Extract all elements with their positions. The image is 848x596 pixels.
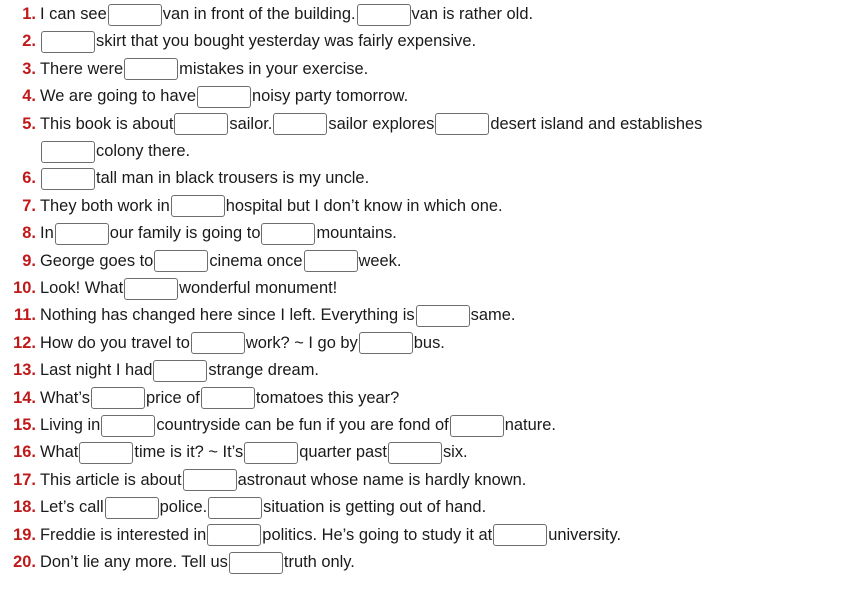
- answer-blank[interactable]: [154, 250, 208, 272]
- item-number: 7.: [22, 196, 36, 215]
- answer-blank[interactable]: [101, 415, 155, 437]
- sentence-text: quarter past: [299, 443, 387, 462]
- sentence-text: George goes to: [40, 251, 154, 270]
- sentence-text: Look! What: [40, 279, 124, 297]
- sentence-text: Last night I had: [40, 361, 153, 380]
- sentence-text: colony there.: [96, 142, 191, 160]
- item-number: 9.: [22, 251, 36, 270]
- item-number: 3.: [22, 59, 36, 78]
- sentence-text: Freddie is interested in: [40, 525, 207, 544]
- exercise-line: [0, 494, 848, 521]
- answer-blank[interactable]: [191, 332, 245, 354]
- answer-blank[interactable]: [171, 195, 225, 217]
- exercise-line: [0, 302, 848, 329]
- sentence-text: There were: [40, 59, 124, 78]
- sentence-text: van is rather old.: [411, 5, 534, 23]
- answer-blank[interactable]: [91, 387, 145, 409]
- item-number: 13.: [13, 361, 36, 380]
- sentence-text: tomatoes this year?: [255, 388, 400, 407]
- sentence-text: nature.: [504, 416, 556, 434]
- answer-blank[interactable]: [183, 469, 237, 491]
- sentence-text: I can see: [40, 5, 107, 23]
- answer-blank[interactable]: [388, 442, 442, 464]
- answer-blank[interactable]: [55, 223, 109, 245]
- sentence-text: truth only.: [283, 553, 355, 571]
- item-number: 10.: [13, 279, 36, 297]
- answer-blank[interactable]: [197, 86, 251, 108]
- sentence-text: tall man in black trousers is my uncle.: [96, 169, 370, 188]
- item-number: 4.: [22, 87, 36, 106]
- exercise-line: [0, 56, 848, 83]
- exercise-line: [0, 357, 848, 384]
- sentence-text: How do you travel to: [40, 333, 190, 352]
- answer-blank[interactable]: [41, 141, 95, 163]
- item-number: 18.: [13, 498, 36, 517]
- sentence-text: police.: [159, 498, 208, 517]
- exercise-line: [0, 111, 848, 138]
- sentence-text: university.: [548, 525, 622, 544]
- answer-blank[interactable]: [493, 524, 547, 546]
- item-number: 15.: [13, 416, 36, 434]
- item-number: 19.: [13, 525, 36, 544]
- exercise-line: [0, 385, 848, 412]
- answer-blank[interactable]: [273, 113, 327, 135]
- sentence-text: work? ~ I go by: [245, 333, 358, 352]
- item-number: 5.: [22, 114, 36, 133]
- answer-blank[interactable]: [41, 31, 95, 53]
- sentence-text: desert island and establishes: [490, 114, 703, 133]
- answer-blank[interactable]: [208, 497, 262, 519]
- sentence-text: In: [40, 224, 54, 243]
- sentence-text: mistakes in your exercise.: [179, 59, 369, 78]
- sentence-text: our family is going to: [109, 224, 261, 243]
- sentence-text: week.: [358, 251, 402, 270]
- answer-blank[interactable]: [79, 442, 133, 464]
- sentence-text: bus.: [413, 333, 445, 352]
- sentence-text: Let’s call: [40, 498, 104, 517]
- sentence-text: van in front of the building.: [162, 5, 356, 23]
- sentence-text: What’s: [40, 388, 90, 407]
- sentence-text: Don’t lie any more. Tell us: [40, 553, 228, 571]
- answer-blank[interactable]: [357, 4, 411, 26]
- answer-blank[interactable]: [124, 58, 178, 80]
- sentence-text: same.: [470, 306, 516, 325]
- item-number: 14.: [13, 388, 36, 407]
- exercise-line: [0, 138, 848, 165]
- sentence-text: This book is about: [40, 114, 174, 133]
- item-number: 12.: [13, 333, 36, 352]
- exercise-line: [0, 522, 848, 549]
- sentence-text: What: [40, 443, 79, 462]
- sentence-text: cinema once: [209, 251, 303, 270]
- answer-blank[interactable]: [153, 360, 207, 382]
- exercise-line: [0, 248, 848, 275]
- item-number: 16.: [13, 443, 36, 462]
- exercise-line: [0, 412, 848, 439]
- answer-blank[interactable]: [359, 332, 413, 354]
- sentence-text: sailor explores: [328, 114, 435, 133]
- item-number: 20.: [13, 553, 36, 571]
- sentence-text: price of: [145, 388, 200, 407]
- answer-blank[interactable]: [416, 305, 470, 327]
- sentence-text: We are going to have: [40, 87, 196, 106]
- answer-blank[interactable]: [244, 442, 298, 464]
- sentence-text: mountains.: [316, 224, 397, 243]
- sentence-text: They both work in: [40, 196, 170, 215]
- item-number: 1.: [22, 5, 36, 23]
- sentence-text: This article is about: [40, 470, 182, 489]
- sentence-text: hospital but I don’t know in which one.: [225, 196, 503, 215]
- sentence-text: six.: [442, 443, 468, 462]
- exercise-line: [0, 165, 848, 192]
- exercise-line: [0, 1, 848, 28]
- answer-blank[interactable]: [304, 250, 358, 272]
- sentence-text: Nothing has changed here since I left. Everything is: [40, 306, 415, 325]
- sentence-text: time is it? ~ It’s: [134, 443, 244, 462]
- exercise-line: [0, 220, 848, 247]
- sentence-text: skirt that you bought yesterday was fairly expensive.: [96, 32, 477, 51]
- answer-blank[interactable]: [124, 278, 178, 300]
- sentence-text: countryside can be fun if you are fond of: [156, 416, 449, 434]
- exercise-line: [0, 439, 848, 466]
- answer-blank[interactable]: [229, 552, 283, 574]
- answer-blank[interactable]: [450, 415, 504, 437]
- answer-blank[interactable]: [41, 168, 95, 190]
- exercise-line: [0, 28, 848, 55]
- answer-blank[interactable]: [207, 524, 261, 546]
- sentence-text: sailor.: [229, 114, 273, 133]
- exercise-line: [0, 549, 848, 576]
- sentence-text: Living in: [40, 416, 101, 434]
- item-number: 11.: [14, 306, 36, 325]
- sentence-text: noisy party tomorrow.: [251, 87, 409, 106]
- answer-blank[interactable]: [108, 4, 162, 26]
- answer-blank[interactable]: [174, 113, 228, 135]
- exercise-line: [0, 275, 848, 302]
- exercise-line: [0, 330, 848, 357]
- sentence-text: astronaut whose name is hardly known.: [237, 470, 527, 489]
- answer-blank[interactable]: [261, 223, 315, 245]
- item-number: 17.: [13, 470, 36, 489]
- answer-blank[interactable]: [201, 387, 255, 409]
- answer-blank[interactable]: [435, 113, 489, 135]
- sentence-text: wonderful monument!: [179, 279, 338, 297]
- item-number: 6.: [22, 169, 36, 188]
- sentence-text: strange dream.: [208, 361, 319, 380]
- item-number: 8.: [22, 224, 36, 243]
- sentence-text: situation is getting out of hand.: [263, 498, 487, 517]
- exercise-line: [0, 83, 848, 110]
- exercise-line: [0, 467, 848, 494]
- item-number: 2.: [22, 32, 36, 51]
- exercise-line: [0, 193, 848, 220]
- answer-blank[interactable]: [105, 497, 159, 519]
- sentence-text: politics. He’s going to study it at: [262, 525, 493, 544]
